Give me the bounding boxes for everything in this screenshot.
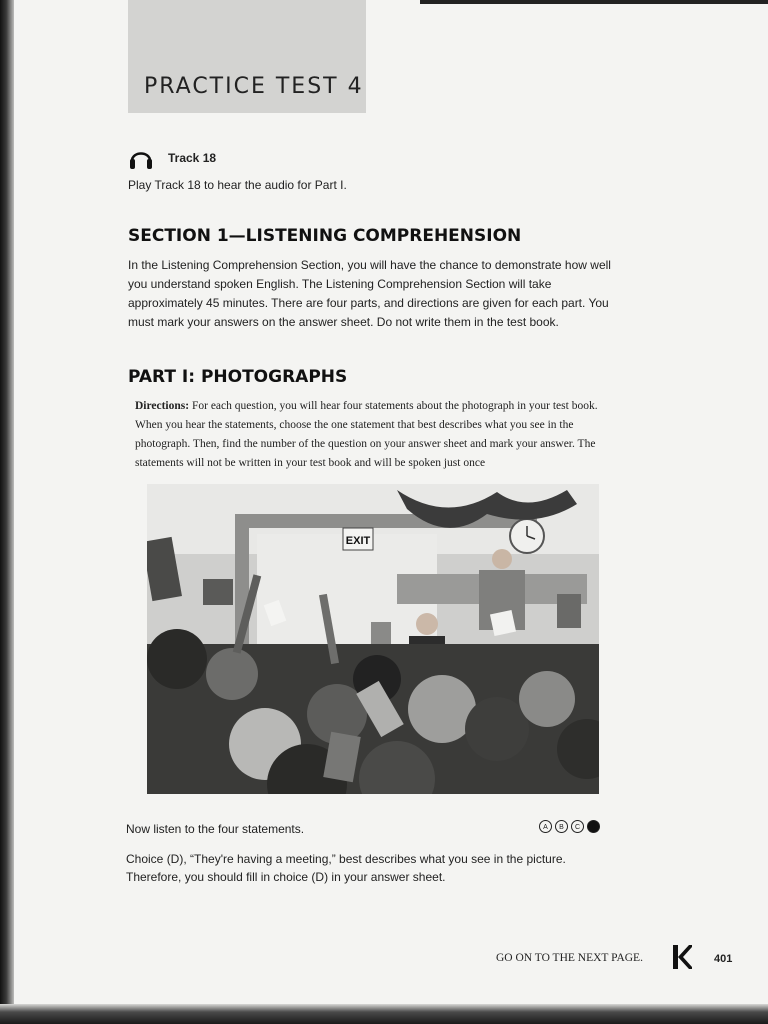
photograph-illustration bbox=[147, 484, 599, 794]
explanation bbox=[126, 850, 626, 886]
page-edge-top bbox=[420, 0, 768, 4]
answer-bubble-a: A bbox=[539, 820, 552, 833]
answer-bubble-b: B bbox=[555, 820, 568, 833]
explanation-line-2: Therefore, you should fill in choice (D) in your answer sheet. bbox=[126, 870, 446, 884]
part-heading: PART I: PHOTOGRAPHS bbox=[128, 367, 348, 387]
track-label: Track 18 bbox=[168, 151, 217, 165]
listen-instruction: Now listen to the four statements. bbox=[126, 822, 305, 836]
section-heading: SECTION 1—LISTENING COMPREHENSION bbox=[128, 226, 522, 246]
directions-label: Directions: bbox=[135, 400, 190, 412]
directions-paragraph bbox=[135, 397, 615, 473]
section-body: In the Listening Comprehension Section, you will have the chance to demonstrate how well you understand spoken English. The Listening Comprehension Section will take approximately 45 minutes. There are four parts, and directions are given for each part. You must mark your answers on the answer sheet. Do not write them in the test book. bbox=[128, 258, 611, 329]
page-title: PRACTICE TEST 4 bbox=[144, 74, 364, 99]
exit-sign-text: EXIT bbox=[345, 535, 371, 547]
book-spine-shadow bbox=[0, 0, 14, 1024]
next-page-note: GO ON TO THE NEXT PAGE. bbox=[496, 952, 643, 964]
answer-bubble-d-filled: D bbox=[587, 820, 600, 833]
explanation-line-1: Choice (D), “They're having a meeting,” best describes what you see in the picture. bbox=[126, 852, 566, 866]
publisher-logo-icon bbox=[672, 944, 692, 970]
headphones-icon bbox=[128, 145, 154, 171]
answer-bubbles bbox=[539, 820, 600, 833]
track-description: Play Track 18 to hear the audio for Part I. bbox=[128, 178, 347, 192]
meeting-photograph bbox=[147, 484, 599, 794]
answer-bubble-c: C bbox=[571, 820, 584, 833]
page-edge-bottom bbox=[0, 1004, 768, 1024]
page-number: 401 bbox=[714, 953, 733, 965]
directions-text: For each question, you will hear four statements about the photograph in your test book. When you hear the statements, choose the one statement that best describes what you see in the photograph. Then, find the number of the question on your answer sheet and mark your answer. The statements will not be written in your test book and will be spoken just once bbox=[135, 400, 598, 469]
audio-track bbox=[128, 144, 216, 172]
